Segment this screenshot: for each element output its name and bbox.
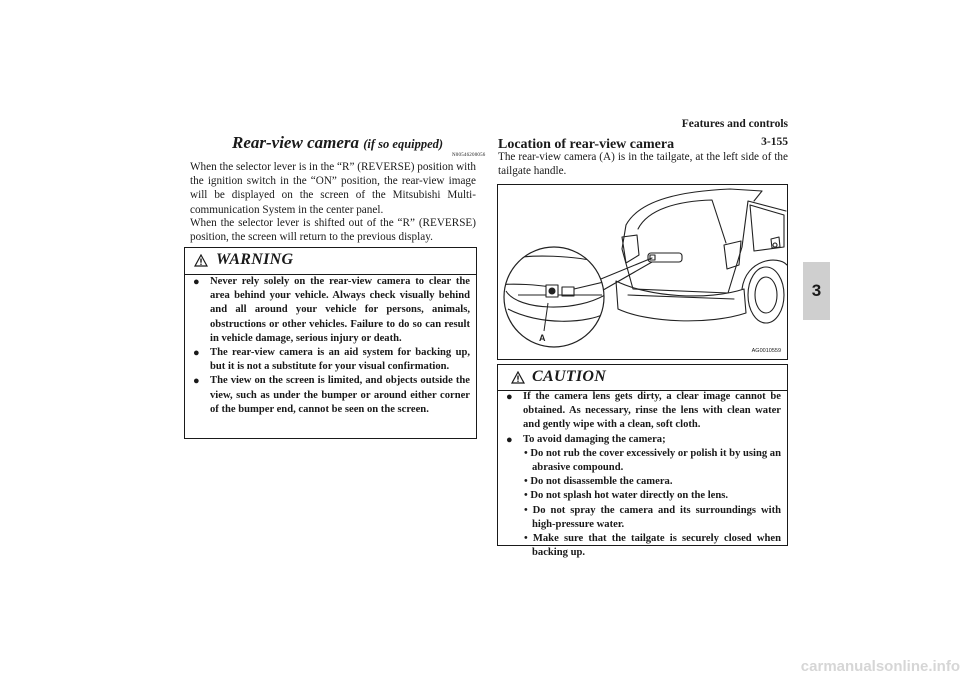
section-title-note: (if so equipped)	[363, 137, 444, 151]
warning-item-text: The view on the screen is limited, and objects outside the view, such as under the bumper or around either corner of the bumper end, cannot be seen on the screen.	[210, 375, 470, 415]
warning-item-text: Never rely solely on the rear-view camera to clear the area behind your vehicle. Always check visually behind and all around your vehicle for persons, animals, obstructions or other vehicles. Failure to do so can result in vehicle damage, serious injury or death.	[210, 276, 470, 344]
caution-header	[498, 365, 787, 391]
figure-code: AG0010559	[751, 348, 781, 354]
bullet: ●	[193, 276, 200, 288]
section-title-text: Rear-view camera	[232, 133, 359, 152]
chapter-tab: 3	[803, 262, 830, 320]
reference-code: N00546200056	[452, 153, 486, 158]
caution-item-text: If the camera lens gets dirty, a clear image cannot be obtained. As necessary, rinse the lens with clean water and gently wipe with a clean, soft cloth.	[523, 391, 781, 431]
bullet: ●	[193, 375, 200, 388]
warning-list	[193, 275, 470, 417]
watermark: carmanualsonline.info	[800, 658, 960, 675]
warning-triangle-icon	[194, 254, 208, 267]
caution-item-text: To avoid damaging the camera;	[523, 433, 666, 445]
caution-subitem: • Do not spray the camera and its surroundings with high-pressure water.	[524, 504, 781, 530]
page-number: 3-155	[761, 136, 788, 148]
caution-subitem: • Do not disassemble the camera.	[524, 476, 673, 488]
warning-item	[193, 346, 470, 374]
section-title	[232, 133, 443, 153]
caution-subitem: • Do not rub the cover excessively or polish it by using an abrasive compound.	[524, 447, 781, 474]
camera-location-illustration	[497, 184, 788, 360]
warning-item	[193, 374, 470, 417]
warning-box	[184, 247, 477, 439]
warning-label: WARNING	[216, 251, 294, 268]
caution-item	[506, 433, 781, 561]
warning-item	[193, 275, 470, 346]
caution-subitem: • Do not splash hot water directly on the lens.	[524, 490, 729, 502]
caution-label: CAUTION	[532, 368, 607, 385]
caution-item	[506, 390, 781, 433]
bullet: ●	[506, 433, 513, 446]
caution-list	[506, 390, 781, 560]
return-paragraph: When the selector lever is shifted out of the “R” (REVERSE) position, the screen will return to the previous display.	[190, 217, 476, 244]
caution-triangle-icon	[511, 371, 525, 384]
location-heading: Location of rear-view camera	[498, 137, 675, 152]
callout-a-label: A	[539, 333, 546, 343]
caution-subitem: • Make sure that the tailgate is securely closed when backing up.	[524, 533, 781, 559]
caution-box	[497, 364, 788, 559]
intro-paragraph: When the selector lever is in the “R” (REVERSE) position with the ignition switch in the “ON” position, the rear-view image will be displayed on the screen of the Mitsubishi Multi-communication System in the center panel.	[190, 161, 476, 216]
running-head: Features and controls	[681, 118, 788, 130]
warning-item-text: The rear-view camera is an aid system for backing up, but it is not a substitute for your visual confirmation.	[210, 347, 470, 373]
vehicle-rear-drawing	[498, 185, 787, 359]
bullet: ●	[193, 347, 200, 360]
location-paragraph: The rear-view camera (A) is in the tailgate, at the left side of the tailgate handle.	[498, 151, 788, 178]
bullet: ●	[506, 391, 513, 403]
warning-header	[185, 248, 476, 275]
caution-sublist	[523, 447, 781, 561]
